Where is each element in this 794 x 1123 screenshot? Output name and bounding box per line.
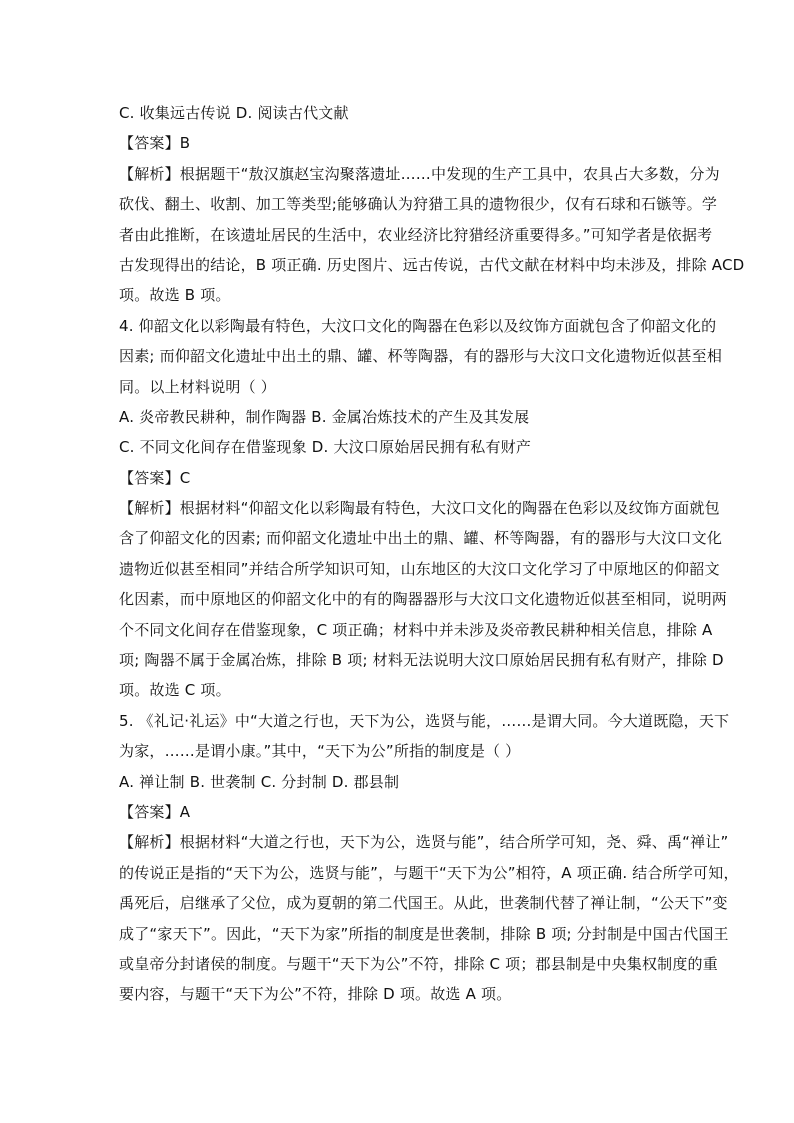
analysis-line: 的传说正是指的“天下为公，选贤与能”，与题干“天下为公”相符，A 项正确. 结合所学可知， xyxy=(119,863,739,882)
analysis-line: 或皇帝分封诸侯的制度。与题干“天下为公”不符，排除 C 项；郡县制是中央集权制度的重 xyxy=(119,954,718,973)
answer-line: 【答案】B xyxy=(119,134,191,153)
analysis-line: 【解析】根据材料“仰韶文化以彩陶最有特色，大汶口文化的陶器在色彩以及纹饰方面就包 xyxy=(119,499,720,518)
option-line-abcd: A. 禅让制 B. 世袭制 C. 分封制 D. 郡县制 xyxy=(119,772,400,791)
question-4-line: 同。以上材料说明（ ） xyxy=(119,377,276,396)
analysis-line: 砍伐、翻土、收割、加工等类型;能够确认为狩猎工具的遗物很少，仅有石球和石镞等。学 xyxy=(119,195,718,214)
analysis-line: 项。故选 C 项。 xyxy=(119,681,231,700)
question-5-line: 为家，……是谓小康。”其中，“天下为公”所指的制度是（ ） xyxy=(119,742,521,761)
analysis-line: 项。故选 B 项。 xyxy=(119,286,231,305)
answer-line: 【答案】C xyxy=(119,468,191,487)
analysis-line: 遗物近似甚至相同”并结合所学知识可知，山东地区的大汶口文化学习了中原地区的仰韶文 xyxy=(119,559,720,578)
question-4-line: 4. 仰韶文化以彩陶最有特色，大汶口文化的陶器在色彩以及纹饰方面就包含了仰韶文化的 xyxy=(119,316,717,335)
analysis-line: 者由此推断，在该遗址居民的生活中，农业经济比狩猎经济重要得多。”可知学者是依据考 xyxy=(119,225,713,244)
question-4-line: 因素; 而仰韶文化遗址中出土的鼎、罐、杯等陶器，有的器形与大汶口文化遗物近似甚至相 xyxy=(119,347,723,366)
answer-line: 【答案】A xyxy=(119,802,191,821)
document-page xyxy=(119,98,745,1010)
analysis-line: 【解析】根据材料“大道之行也，天下为公，选贤与能”，结合所学可知，尧、舜、禹“禅让” xyxy=(119,833,729,852)
option-line-cd: C. 不同文化间存在借鉴现象 D. 大汶口原始居民拥有私有财产 xyxy=(119,438,532,457)
analysis-line: 【解析】根据题干“敖汉旗赵宝沟聚落遗址……中发现的生产工具中，农具占大多数，分为 xyxy=(119,164,720,183)
analysis-line: 古发现得出的结论，B 项正确. 历史图片、远古传说，古代文献在材料中均未涉及，排除 ACD xyxy=(119,255,745,274)
question-5-line: 5. 《礼记·礼运》中“大道之行也，天下为公，选贤与能，……是谓大同。今大道既隐，天下 xyxy=(119,711,730,730)
analysis-line: 项; 陶器不属于金属冶炼，排除 B 项; 材料无法说明大汶口原始居民拥有私有财产，排除 D xyxy=(119,651,724,670)
analysis-line: 要内容，与题干“天下为公”不符，排除 D 项。故选 A 项。 xyxy=(119,985,512,1004)
analysis-line: 禹死后，启继承了父位，成为夏朝的第二代国王。从此，世袭制代替了禅让制，“公天下”变 xyxy=(119,894,728,913)
option-line-ab: A. 炎帝教民耕种，制作陶器 B. 金属冶炼技术的产生及其发展 xyxy=(119,407,530,426)
analysis-line: 个不同文化间存在借鉴现象，C 项正确；材料中并未涉及炎帝教民耕种相关信息，排除 A xyxy=(119,620,713,639)
analysis-line: 含了仰韶文化的因素; 而仰韶文化遗址中出土的鼎、罐、杯等陶器，有的器形与大汶口文化 xyxy=(119,529,723,548)
analysis-line: 化因素，而中原地区的仰韶文化中的有的陶器器形与大汶口文化遗物近似甚至相同，说明两 xyxy=(119,590,728,609)
analysis-line: 成了“家天下”。因此，“天下为家”所指的制度是世袭制，排除 B 项; 分封制是中国古代国王 xyxy=(119,924,729,943)
option-line-cd: C. 收集远古传说 D. 阅读古代文献 xyxy=(119,104,349,122)
